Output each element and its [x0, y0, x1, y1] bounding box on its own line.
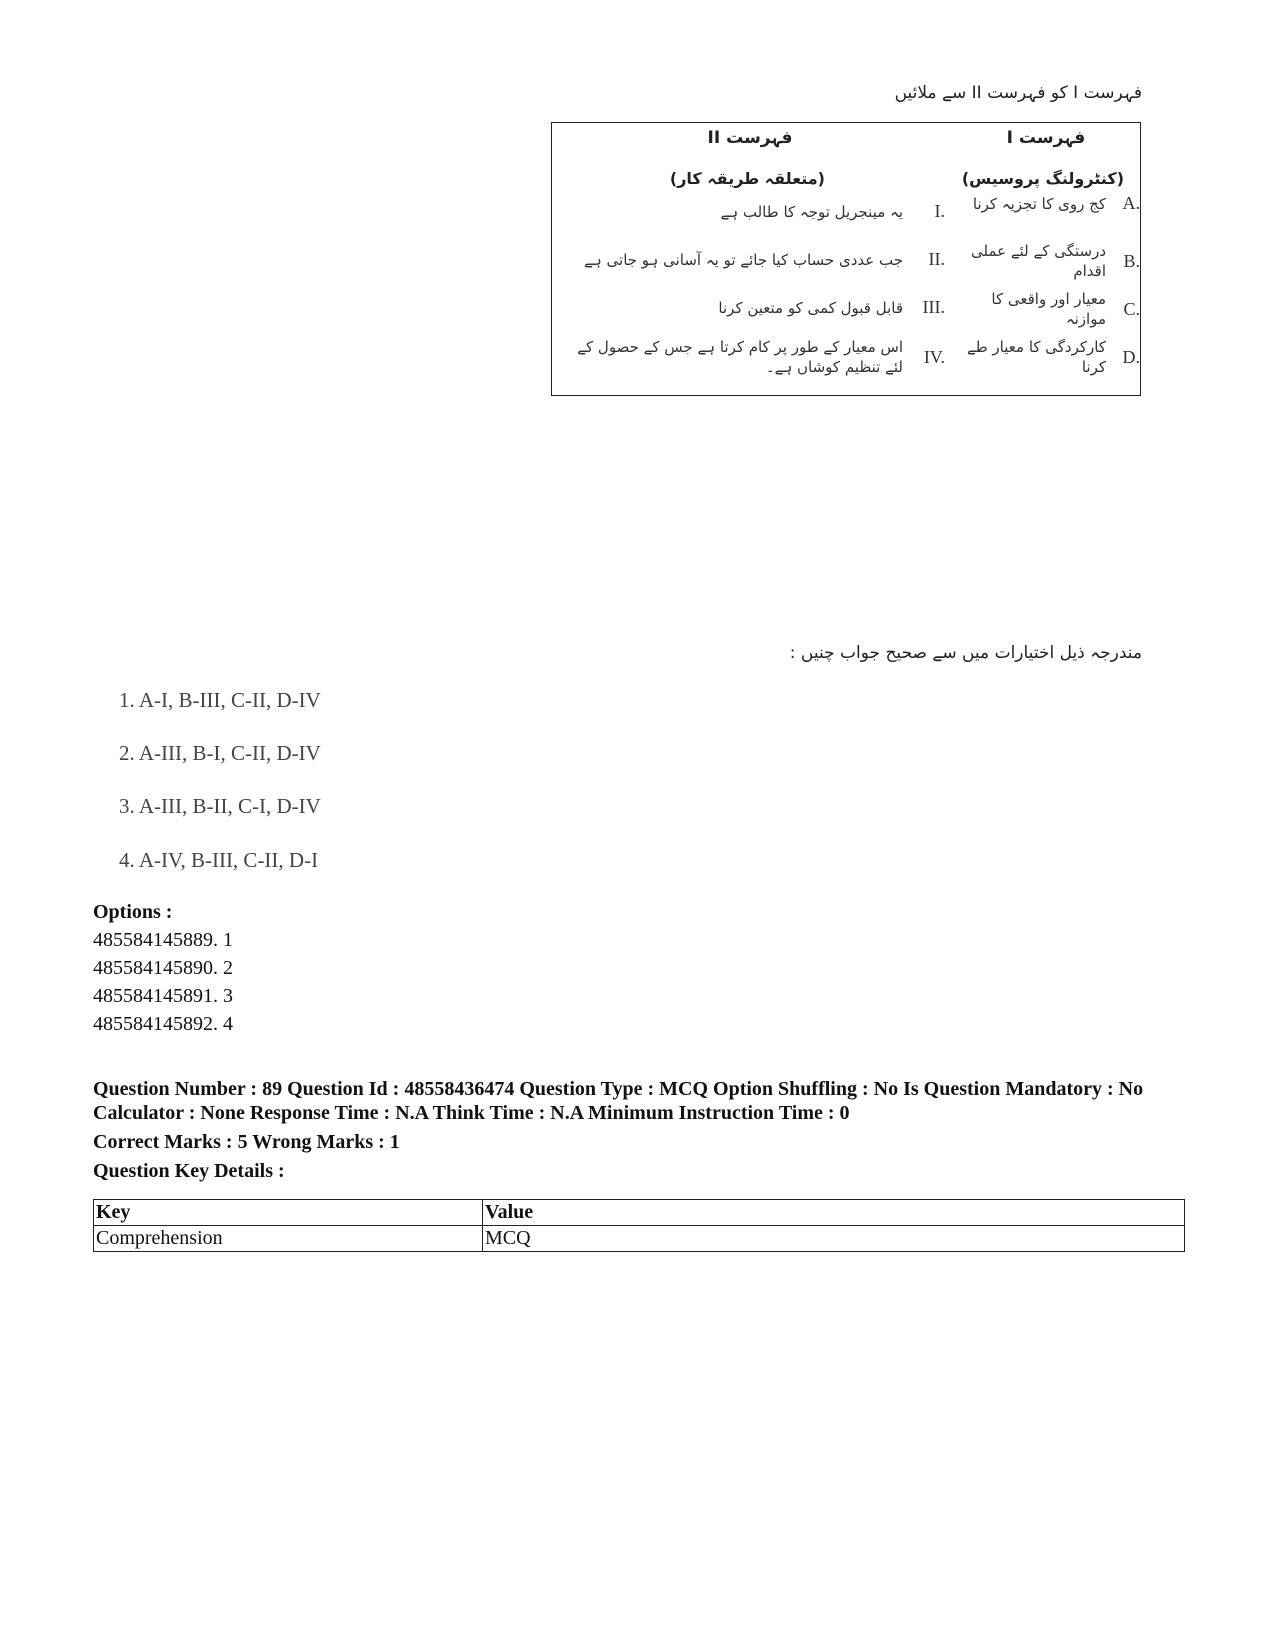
- option-item: 485584145890. 2: [93, 957, 233, 979]
- key-details-table: [93, 1199, 1185, 1252]
- options-heading: Options :: [93, 901, 173, 923]
- list-1-item: [952, 241, 1140, 281]
- item-label: D.: [1122, 346, 1140, 367]
- answer-choice: 4. A-IV, B-III, C-II, D-I: [119, 848, 319, 872]
- list-1-subheading: (کنٹرولنگ پروسیس): [961, 169, 1124, 188]
- item-text: قابل قبول کمی کو متعین کرنا: [718, 298, 903, 317]
- item-text: یہ مینجریل توجہ کا طالب ہے: [720, 202, 903, 221]
- option-item: 485584145889. 1: [93, 929, 233, 951]
- item-label: III.: [922, 297, 945, 317]
- answer-choice: 1. A-I, B-III, C-II, D-IV: [119, 688, 321, 712]
- table-cell-value: MCQ: [483, 1226, 1185, 1252]
- list-1-item: [952, 193, 1140, 214]
- list-1-item: [952, 289, 1140, 329]
- option-item: 485584145892. 4: [93, 1013, 233, 1035]
- list-2-item: [555, 297, 945, 318]
- answer-choice: 3. A-III, B-II, C-I, D-IV: [119, 794, 321, 818]
- item-label: IV.: [923, 346, 945, 367]
- choose-instruction: مندرجہ ذیل اختیارات میں سے صحیح جواب چنیں :: [789, 643, 1142, 663]
- list-2-heading: فہرست II: [707, 128, 793, 148]
- item-label: B.: [1123, 250, 1140, 271]
- key-details-heading: Question Key Details :: [93, 1160, 285, 1182]
- list-2-column: [555, 123, 945, 395]
- list-1-item: [952, 337, 1140, 377]
- list-2-subheading: (متعلقہ طریقہ کار): [669, 169, 825, 188]
- table-row: [94, 1226, 1185, 1252]
- item-text: معیار اور واقعی کا موازنہ: [991, 290, 1106, 328]
- item-text: درستگی کے لئے عملی اقدام: [970, 242, 1106, 280]
- item-label: A.: [1122, 193, 1140, 213]
- answer-choice: 2. A-III, B-I, C-II, D-IV: [119, 741, 321, 765]
- item-text: جب عددی حساب کیا جائے تو یہ آسانی ہو جاتی ہے: [584, 250, 903, 269]
- list-2-item: [555, 337, 945, 377]
- table-header-row: [94, 1200, 1185, 1226]
- marks-line: Correct Marks : 5 Wrong Marks : 1: [93, 1131, 400, 1153]
- list-2-item: [555, 249, 945, 270]
- list-1-column: [952, 123, 1140, 395]
- list-1-heading: فہرست I: [1006, 128, 1086, 148]
- item-text: کج روی کا تجزیہ کرنا: [972, 194, 1106, 213]
- column-header-value: Value: [483, 1200, 1185, 1226]
- question-meta: Question Number : 89 Question Id : 48558436474 Question Type : MCQ Option Shuffling : No Is Question Mandatory : No Calculator : None Response Time : N.A Think Time : N.A Minimum Instruction Time : 0: [93, 1078, 1144, 1124]
- item-label: II.: [928, 249, 945, 269]
- table-cell-key: Comprehension: [94, 1226, 483, 1252]
- list-2-item: [555, 201, 945, 222]
- item-label: C.: [1123, 298, 1140, 319]
- match-instruction: فہرست I کو فہرست II سے ملائیں: [894, 83, 1142, 103]
- item-text: اس معیار کے طور پر کام کرتا ہے جس کے حصول کے لئے تنظیم کوشاں ہے۔: [577, 338, 903, 376]
- column-header-key: Key: [94, 1200, 483, 1226]
- match-table: [551, 122, 1141, 396]
- option-item: 485584145891. 3: [93, 985, 233, 1007]
- item-text: کارکردگی کا معیار طے کرنا: [966, 338, 1106, 376]
- item-label: I.: [934, 201, 945, 221]
